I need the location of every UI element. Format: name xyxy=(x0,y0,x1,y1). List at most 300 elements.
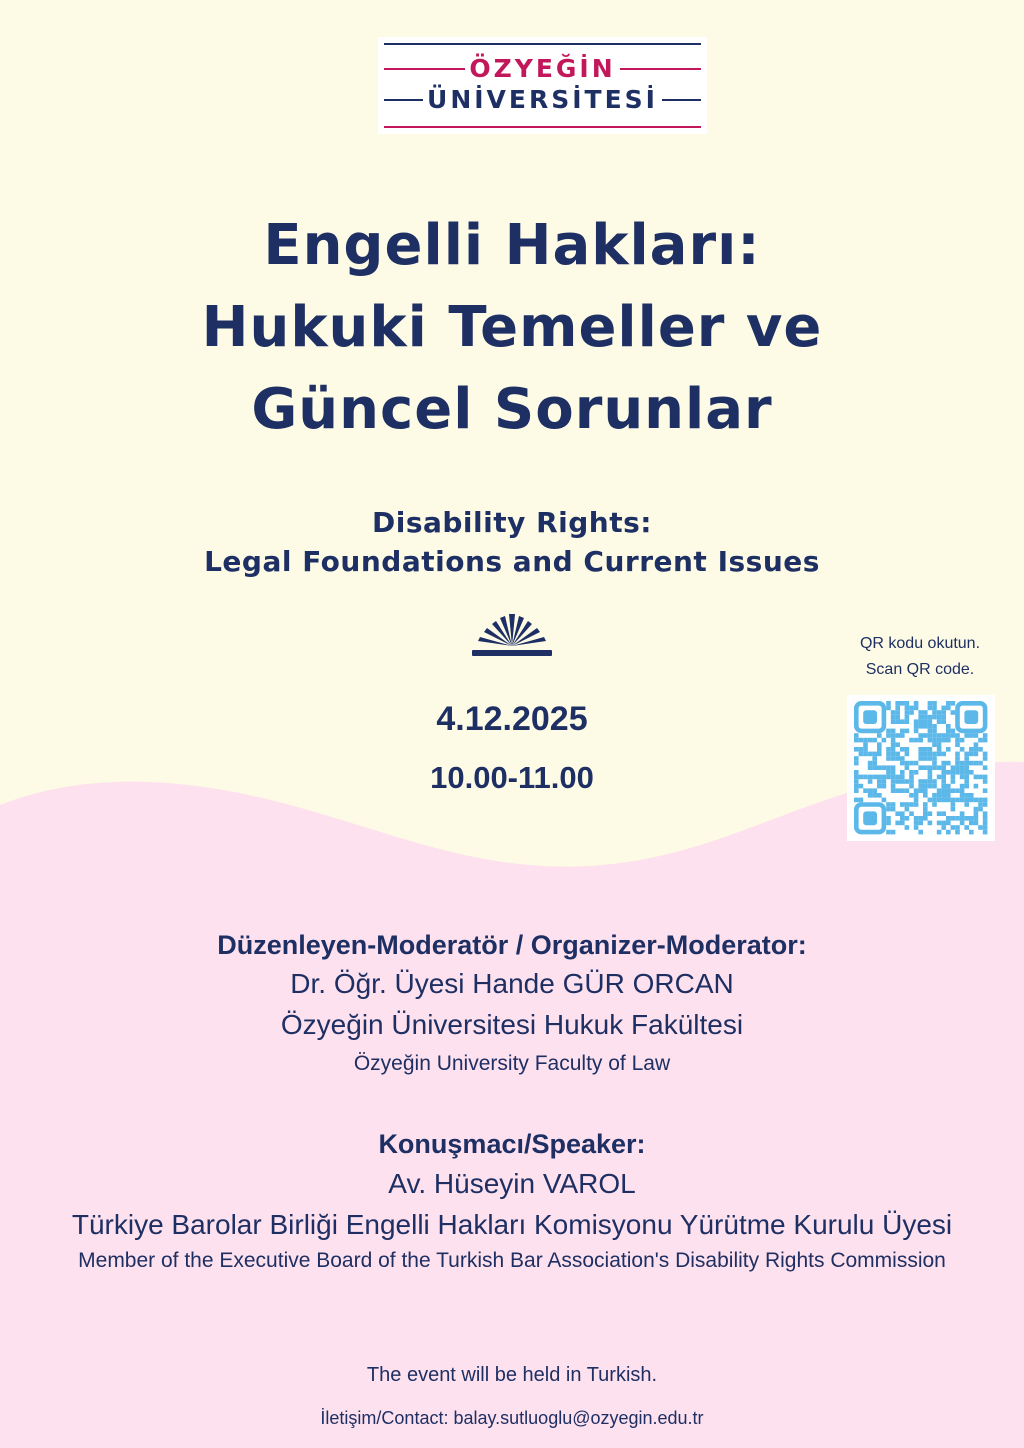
qr-module xyxy=(918,830,923,835)
qr-module xyxy=(914,821,919,826)
qr-module xyxy=(983,775,988,780)
organizer-affiliation-tr: Özyeğin Üniversitesi Hukuk Fakültesi xyxy=(280,1009,744,1040)
qr-module xyxy=(891,807,896,812)
qr-module xyxy=(955,752,960,757)
qr-module xyxy=(928,779,933,784)
qr-module xyxy=(891,765,896,770)
qr-module xyxy=(905,701,910,706)
qr-module xyxy=(886,821,891,826)
sunrise-icon xyxy=(472,608,552,658)
qr-module xyxy=(923,724,928,729)
qr-module xyxy=(946,729,951,734)
subtitle-line-1: Disability Rights: xyxy=(371,506,652,539)
qr-module xyxy=(955,756,960,761)
qr-module xyxy=(918,715,923,720)
qr-module xyxy=(863,742,868,747)
qr-module xyxy=(923,811,928,816)
qr-module xyxy=(923,752,928,757)
qr-module xyxy=(974,775,979,780)
qr-module xyxy=(937,738,942,743)
qr-module xyxy=(877,733,882,738)
qr-module xyxy=(854,738,859,743)
qr-module xyxy=(932,761,937,766)
qr-module xyxy=(868,779,873,784)
qr-module xyxy=(928,775,933,780)
event-time: 10.00-11.00 xyxy=(430,760,594,795)
qr-module xyxy=(946,747,951,752)
qr-module xyxy=(900,747,905,752)
qr-module xyxy=(854,747,859,752)
qr-module xyxy=(964,798,969,803)
qr-module xyxy=(928,724,933,729)
qr-code[interactable] xyxy=(847,695,995,841)
qr-module xyxy=(914,701,919,706)
qr-label-en: Scan QR code. xyxy=(865,661,975,678)
qr-module xyxy=(928,756,933,761)
qr-module xyxy=(960,788,965,793)
qr-module xyxy=(854,770,859,775)
qr-module xyxy=(886,775,891,780)
qr-module xyxy=(886,752,891,757)
qr-module xyxy=(969,816,974,821)
qr-module xyxy=(895,775,900,780)
qr-module xyxy=(951,779,956,784)
qr-module xyxy=(914,706,919,711)
qr-module xyxy=(886,816,891,821)
qr-module xyxy=(923,779,928,784)
qr-module xyxy=(909,802,914,807)
qr-module xyxy=(882,738,887,743)
qr-module xyxy=(854,761,859,766)
qr-module xyxy=(886,756,891,761)
qr-module xyxy=(955,788,960,793)
qr-module xyxy=(895,706,900,711)
qr-module xyxy=(918,752,923,757)
qr-module xyxy=(941,733,946,738)
qr-module xyxy=(928,715,933,720)
qr-module xyxy=(900,821,905,826)
qr-module xyxy=(914,793,919,798)
qr-module xyxy=(951,816,956,821)
qr-module xyxy=(955,830,960,835)
qr-module xyxy=(983,830,988,835)
qr-module xyxy=(946,798,951,803)
qr-module xyxy=(905,761,910,766)
qr-module xyxy=(868,752,873,757)
qr-module xyxy=(895,742,900,747)
qr-module xyxy=(974,798,979,803)
qr-module xyxy=(905,807,910,812)
qr-module xyxy=(923,765,928,770)
qr-module xyxy=(932,742,937,747)
qr-module xyxy=(941,752,946,757)
qr-module xyxy=(941,825,946,830)
event-title xyxy=(0,205,1024,451)
qr-module xyxy=(891,788,896,793)
qr-module xyxy=(941,798,946,803)
qr-module xyxy=(905,802,910,807)
qr-module xyxy=(946,816,951,821)
qr-module xyxy=(923,756,928,761)
university-logo xyxy=(378,37,707,134)
qr-module xyxy=(895,710,900,715)
qr-module xyxy=(964,752,969,757)
qr-module xyxy=(872,765,877,770)
qr-module xyxy=(964,775,969,780)
qr-module xyxy=(854,798,859,803)
qr-module xyxy=(974,811,979,816)
qr-module xyxy=(868,738,873,743)
qr-module xyxy=(923,807,928,812)
qr-module xyxy=(859,784,864,789)
language-note: The event will be held in Turkish. xyxy=(366,1364,658,1386)
qr-module xyxy=(891,756,896,761)
qr-module xyxy=(905,710,910,715)
qr-module xyxy=(937,811,942,816)
qr-module xyxy=(941,793,946,798)
qr-module xyxy=(964,733,969,738)
qr-module xyxy=(895,701,900,706)
qr-finder-center xyxy=(964,710,978,724)
qr-module xyxy=(974,784,979,789)
qr-module xyxy=(951,765,956,770)
qr-module xyxy=(960,811,965,816)
qr-module xyxy=(918,724,923,729)
qr-module xyxy=(946,770,951,775)
qr-module xyxy=(932,733,937,738)
qr-module xyxy=(909,784,914,789)
qr-module xyxy=(969,747,974,752)
organizer-section xyxy=(0,927,1024,1083)
qr-module xyxy=(946,738,951,743)
qr-module xyxy=(877,752,882,757)
qr-module xyxy=(900,756,905,761)
qr-module xyxy=(955,770,960,775)
qr-module xyxy=(909,770,914,775)
qr-module xyxy=(932,756,937,761)
qr-module xyxy=(891,779,896,784)
qr-module xyxy=(937,733,942,738)
qr-module xyxy=(914,719,919,724)
qr-module xyxy=(891,784,896,789)
qr-module xyxy=(978,775,983,780)
qr-module xyxy=(891,775,896,780)
qr-module xyxy=(937,747,942,752)
qr-module xyxy=(854,756,859,761)
qr-module xyxy=(928,765,933,770)
qr-module xyxy=(983,788,988,793)
qr-module xyxy=(918,756,923,761)
qr-module xyxy=(886,802,891,807)
qr-module xyxy=(909,775,914,780)
qr-module xyxy=(891,729,896,734)
qr-module xyxy=(951,807,956,812)
qr-module xyxy=(877,793,882,798)
qr-module xyxy=(960,738,965,743)
qr-module xyxy=(891,715,896,720)
qr-module xyxy=(960,821,965,826)
qr-module xyxy=(974,807,979,812)
qr-module xyxy=(900,779,905,784)
qr-module xyxy=(955,816,960,821)
qr-module xyxy=(923,793,928,798)
qr-module xyxy=(978,747,983,752)
qr-module xyxy=(964,802,969,807)
qr-module xyxy=(909,779,914,784)
qr-module xyxy=(877,765,882,770)
qr-module xyxy=(946,761,951,766)
qr-module xyxy=(905,706,910,711)
qr-module xyxy=(900,775,905,780)
qr-module xyxy=(941,779,946,784)
qr-module xyxy=(891,770,896,775)
qr-module xyxy=(960,798,965,803)
qr-module xyxy=(918,784,923,789)
qr-module xyxy=(914,738,919,743)
qr-module xyxy=(886,807,891,812)
qr-module xyxy=(964,770,969,775)
qr-module xyxy=(872,793,877,798)
qr-module xyxy=(905,752,910,757)
qr-module xyxy=(937,775,942,780)
qr-module xyxy=(941,706,946,711)
qr-module xyxy=(900,761,905,766)
qr-module xyxy=(974,747,979,752)
qr-module xyxy=(983,756,988,761)
qr-module xyxy=(937,788,942,793)
qr-module xyxy=(909,738,914,743)
qr-module xyxy=(937,765,942,770)
qr-module xyxy=(877,784,882,789)
qr-module xyxy=(937,752,942,757)
qr-module xyxy=(941,738,946,743)
qr-module xyxy=(928,701,933,706)
qr-module xyxy=(955,761,960,766)
qr-module xyxy=(951,775,956,780)
qr-module xyxy=(854,784,859,789)
qr-module xyxy=(955,733,960,738)
qr-module xyxy=(955,825,960,830)
qr-module xyxy=(941,765,946,770)
qr-module xyxy=(960,784,965,789)
qr-module xyxy=(974,752,979,757)
qr-module xyxy=(872,752,877,757)
qr-module xyxy=(891,710,896,715)
qr-module xyxy=(946,724,951,729)
qr-module xyxy=(941,715,946,720)
qr-module xyxy=(877,747,882,752)
qr-module xyxy=(937,719,942,724)
qr-module xyxy=(983,816,988,821)
qr-module xyxy=(905,715,910,720)
qr-module xyxy=(951,701,956,706)
qr-module xyxy=(932,765,937,770)
qr-module xyxy=(900,816,905,821)
qr-module xyxy=(955,742,960,747)
qr-module xyxy=(932,752,937,757)
qr-module xyxy=(932,798,937,803)
qr-module xyxy=(964,765,969,770)
qr-module xyxy=(974,816,979,821)
organizer-heading: Düzenleyen-Moderatör / Organizer-Moderator: xyxy=(217,930,807,960)
qr-module xyxy=(932,706,937,711)
qr-module xyxy=(863,747,868,752)
qr-module xyxy=(941,719,946,724)
qr-module xyxy=(895,715,900,720)
qr-module xyxy=(891,719,896,724)
qr-module xyxy=(868,765,873,770)
qr-module xyxy=(941,761,946,766)
qr-module xyxy=(951,770,956,775)
qr-module xyxy=(964,784,969,789)
qr-module xyxy=(978,761,983,766)
contact-info[interactable]: İletişim/Contact: balay.sutluoglu@ozyegin.edu.tr xyxy=(320,1408,704,1428)
qr-module xyxy=(882,779,887,784)
qr-module xyxy=(974,761,979,766)
qr-module xyxy=(886,729,891,734)
qr-module xyxy=(895,752,900,757)
qr-module xyxy=(891,733,896,738)
qr-module xyxy=(886,830,891,835)
qr-module xyxy=(951,733,956,738)
qr-module xyxy=(983,821,988,826)
qr-module xyxy=(941,811,946,816)
qr-module xyxy=(946,701,951,706)
qr-module xyxy=(895,756,900,761)
subtitle-line-2: Legal Foundations and Current Issues xyxy=(204,545,820,578)
qr-module xyxy=(964,779,969,784)
speaker-heading: Konuşmacı/Speaker: xyxy=(378,1129,646,1159)
qr-module xyxy=(859,747,864,752)
qr-module xyxy=(918,821,923,826)
qr-module xyxy=(854,779,859,784)
qr-module xyxy=(928,821,933,826)
qr-module xyxy=(964,761,969,766)
qr-module xyxy=(937,793,942,798)
qr-module xyxy=(854,788,859,793)
qr-module xyxy=(951,798,956,803)
qr-module xyxy=(978,807,983,812)
qr-code-pattern xyxy=(847,695,995,841)
qr-module xyxy=(978,825,983,830)
qr-module xyxy=(983,802,988,807)
qr-module xyxy=(960,770,965,775)
qr-module xyxy=(983,752,988,757)
qr-module xyxy=(923,747,928,752)
title-line-3: Güncel Sorunlar xyxy=(251,377,773,442)
qr-module xyxy=(928,719,933,724)
qr-module xyxy=(941,784,946,789)
speaker-section xyxy=(0,1124,1024,1276)
title-line-2: Hukuki Temeller ve xyxy=(201,295,823,360)
qr-module xyxy=(974,821,979,826)
qr-module xyxy=(918,733,923,738)
qr-module xyxy=(905,729,910,734)
qr-module xyxy=(882,765,887,770)
qr-module xyxy=(960,816,965,821)
qr-module xyxy=(918,719,923,724)
qr-module xyxy=(941,788,946,793)
qr-module xyxy=(937,798,942,803)
qr-module xyxy=(877,779,882,784)
qr-module xyxy=(978,802,983,807)
speaker-role-en: Member of the Executive Board of the Turkish Bar Association's Disability Rights Commission xyxy=(78,1249,946,1272)
qr-module xyxy=(886,747,891,752)
qr-module xyxy=(983,733,988,738)
qr-module xyxy=(932,729,937,734)
qr-module xyxy=(891,752,896,757)
qr-module xyxy=(900,733,905,738)
qr-module xyxy=(983,765,988,770)
qr-module xyxy=(914,802,919,807)
qr-module xyxy=(964,756,969,761)
qr-module xyxy=(914,761,919,766)
qr-module xyxy=(914,770,919,775)
qr-module xyxy=(918,738,923,743)
logo-bottom-line xyxy=(384,126,701,128)
qr-module xyxy=(955,798,960,803)
qr-module xyxy=(905,788,910,793)
qr-module xyxy=(914,729,919,734)
qr-module xyxy=(964,793,969,798)
qr-module xyxy=(877,742,882,747)
qr-module xyxy=(960,775,965,780)
qr-module xyxy=(918,816,923,821)
qr-module xyxy=(859,752,864,757)
qr-module xyxy=(946,788,951,793)
qr-module xyxy=(872,738,877,743)
qr-module xyxy=(886,770,891,775)
qr-module xyxy=(863,738,868,743)
qr-module xyxy=(960,793,965,798)
qr-module xyxy=(983,811,988,816)
qr-module xyxy=(941,770,946,775)
qr-module xyxy=(863,775,868,780)
qr-module xyxy=(928,738,933,743)
qr-module xyxy=(983,798,988,803)
qr-module xyxy=(923,788,928,793)
qr-module xyxy=(895,719,900,724)
qr-module xyxy=(937,742,942,747)
qr-module xyxy=(928,747,933,752)
qr-module xyxy=(886,733,891,738)
qr-module xyxy=(914,825,919,830)
qr-module xyxy=(932,701,937,706)
qr-module xyxy=(937,715,942,720)
logo-line2: ÜNİVERSİTESİ xyxy=(423,85,662,114)
qr-module xyxy=(863,788,868,793)
qr-module xyxy=(974,742,979,747)
qr-module xyxy=(960,765,965,770)
qr-module xyxy=(978,738,983,743)
qr-module xyxy=(964,816,969,821)
qr-module xyxy=(905,747,910,752)
qr-module xyxy=(928,770,933,775)
qr-module xyxy=(868,788,873,793)
logo-top-line xyxy=(384,43,701,45)
qr-module xyxy=(969,793,974,798)
qr-module xyxy=(900,811,905,816)
qr-module xyxy=(928,784,933,789)
qr-module xyxy=(868,775,873,780)
qr-module xyxy=(923,715,928,720)
qr-module xyxy=(918,788,923,793)
qr-module xyxy=(951,788,956,793)
qr-module xyxy=(932,779,937,784)
logo-line1: ÖZYEĞİN xyxy=(465,54,619,83)
qr-module xyxy=(932,793,937,798)
qr-module xyxy=(877,775,882,780)
